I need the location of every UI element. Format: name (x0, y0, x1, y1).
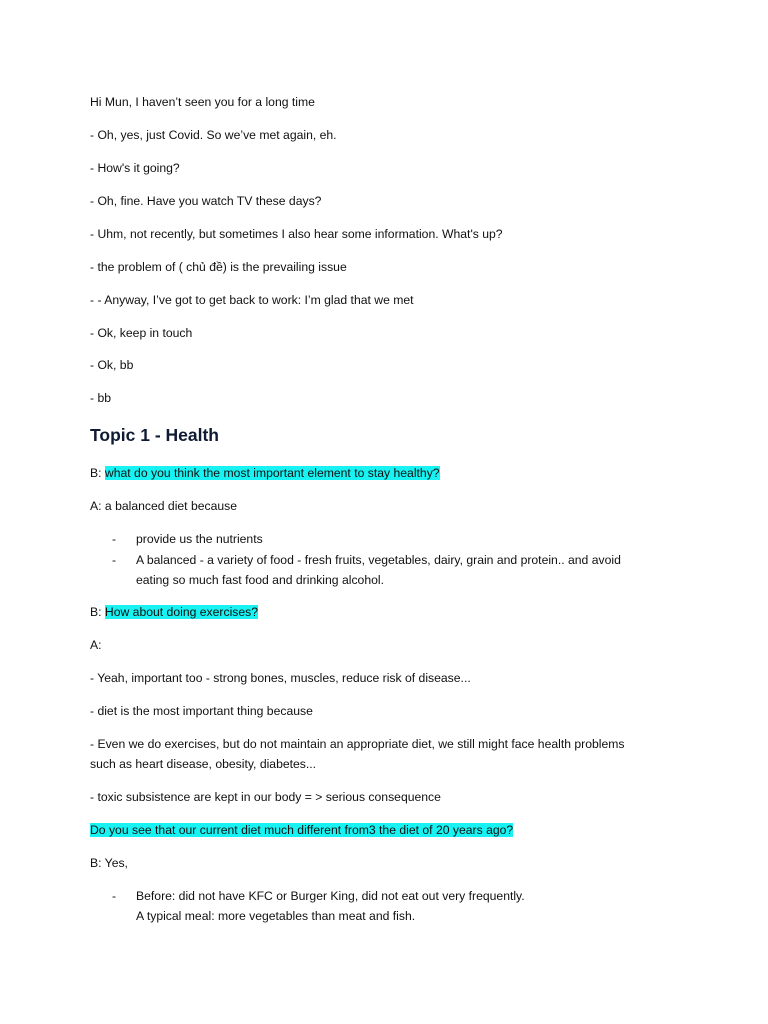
dialogue-line: - Oh, yes, just Covid. So we’ve met again, eh. (90, 128, 337, 142)
dialogue-line: Hi Mun, I haven’t seen you for a long time (90, 95, 315, 109)
highlighted-question: Do you see that our current diet much different from3 the diet of 20 years ago? (90, 823, 514, 837)
section-heading: Topic 1 - Health (90, 425, 219, 445)
answer-line: - Even we do exercises, but do not maintain an appropriate diet, we still might face health problems (90, 737, 625, 751)
dialogue-line: - How's it going? (90, 161, 180, 175)
answer-line: B: Yes, (90, 856, 128, 870)
question-line (90, 465, 440, 481)
question-line (90, 604, 258, 620)
dialogue-line: - Ok, bb (90, 358, 134, 372)
bullet-marker: - (112, 889, 117, 903)
dialogue-line: - Uhm, not recently, but sometimes I also hear some information. What's up? (90, 227, 503, 241)
bullet-text: A balanced - a variety of food - fresh fruits, vegetables, dairy, grain and protein.. and avoid (136, 553, 621, 567)
bullet-text-continued: A typical meal: more vegetables than meat and fish. (136, 909, 416, 923)
bullet-marker: - (112, 532, 117, 546)
question-line (90, 822, 513, 838)
dialogue-line: - - Anyway, I’ve got to get back to work: I’m glad that we met (90, 293, 414, 307)
speaker-label: B: (90, 605, 105, 619)
answer-line: A: a balanced diet because (90, 499, 238, 513)
bullet-marker: - (112, 553, 117, 567)
bullet-text: Before: did not have KFC or Burger King, did not eat out very frequently. (136, 889, 525, 903)
dialogue-line: - bb (90, 391, 112, 405)
highlighted-question: How about doing exercises? (104, 605, 259, 619)
answer-line-continued: such as heart disease, obesity, diabetes... (90, 757, 317, 771)
answer-line: - toxic subsistence are kept in our body = > serious consequence (90, 790, 441, 804)
answer-line: - diet is the most important thing because (90, 704, 313, 718)
bullet-text: provide us the nutrients (136, 532, 263, 546)
highlighted-question: what do you think the most important element to stay healthy? (104, 466, 440, 480)
speaker-label: B: (90, 466, 105, 480)
dialogue-line: - the problem of ( chủ đề) is the prevailing issue (90, 260, 347, 274)
answer-label: A: (90, 638, 102, 652)
dialogue-line: - Ok, keep in touch (90, 326, 193, 340)
bullet-text-continued: eating so much fast food and drinking alcohol. (136, 573, 384, 587)
answer-line: - Yeah, important too - strong bones, muscles, reduce risk of disease... (90, 671, 471, 685)
dialogue-line: - Oh, fine. Have you watch TV these days? (90, 194, 322, 208)
